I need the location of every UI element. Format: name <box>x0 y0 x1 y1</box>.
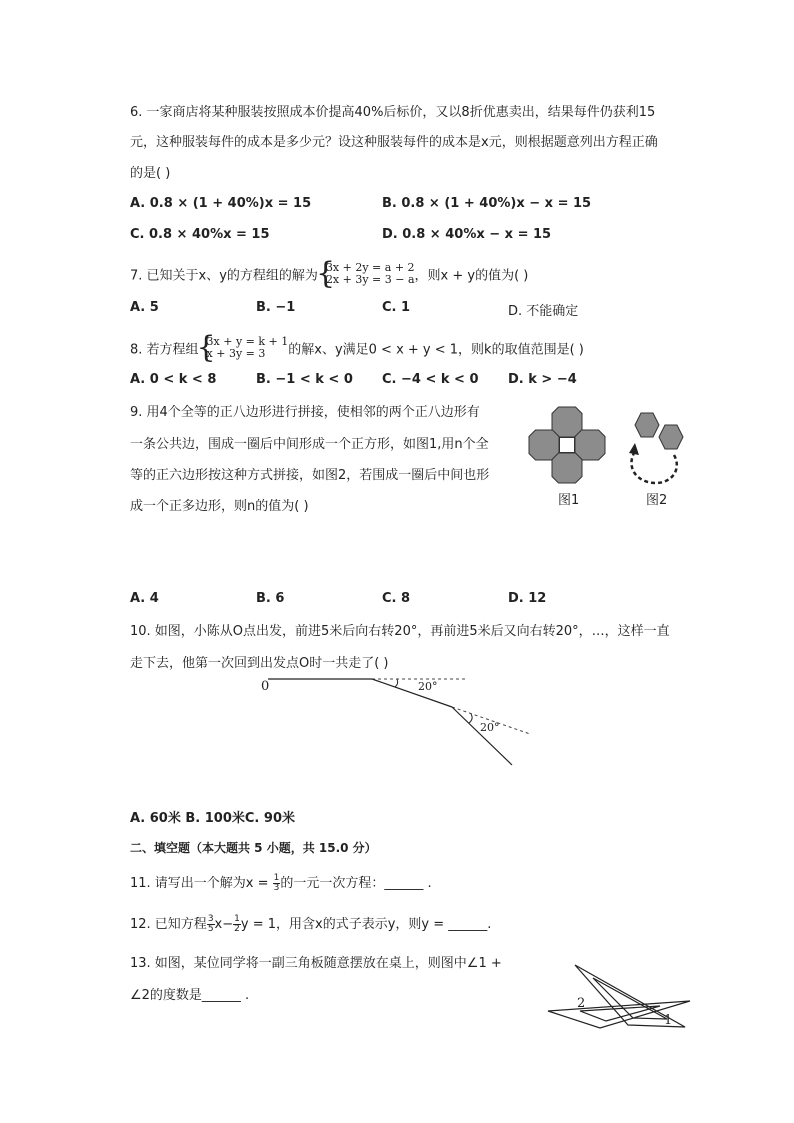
brace-icon: { <box>315 256 336 291</box>
q7-system <box>315 256 415 291</box>
segment-2 <box>372 679 452 707</box>
q12-fraction-2: $\frac{1}{2}$ <box>234 914 240 934</box>
q12-mid: x− <box>214 917 234 932</box>
q13-line2: ∠2的度数是______ . <box>130 988 250 1003</box>
hexagon-right <box>659 425 683 449</box>
q8-option-b: B. −1 < k < 0 <box>256 372 353 387</box>
q9-option-d: D. 12 <box>508 591 547 606</box>
octagon-figure <box>526 404 608 486</box>
q8-option-d: D. k > −4 <box>508 372 577 387</box>
q10-options: A. 60米 B. 100米C. 90米 <box>130 811 295 826</box>
q10-line2: 走下去，他第一次回到出发点O时一共走了( ) <box>130 656 389 671</box>
q9-option-a: A. 4 <box>130 591 159 606</box>
octagon-right <box>575 430 605 460</box>
angle-label-2: 20° <box>480 721 500 734</box>
hexagon-figure <box>622 409 694 489</box>
q12-suffix: y = 1，用含x的式子表示y，则y = ______. <box>240 917 492 932</box>
q9-option-c: C. 8 <box>382 591 411 606</box>
q8-eq1: 3x + y = k + 1 <box>206 335 289 348</box>
q6-line2: 元，这种服装每件的成本是多少元？设这种服装每件的成本是x元，则根据题意列出方程正确 <box>130 135 658 150</box>
fig1-label: 图1 <box>558 493 580 508</box>
point-o-label: 0 <box>261 679 270 694</box>
angle-arc-2 <box>469 714 472 723</box>
q8-system <box>196 330 289 365</box>
q9-line4: 成一个正多边形，则n的值为( ) <box>130 499 309 514</box>
curved-arrow-icon <box>631 453 676 483</box>
q6-line3: 的是( ) <box>130 166 171 181</box>
q12-fraction-1: $\frac{3}{5}$ <box>207 914 214 934</box>
q7-eq2: 2x + 3y = 3 − a <box>325 273 415 286</box>
q11-suffix: 的一元一次方程：______ . <box>280 876 432 891</box>
segment-3 <box>452 707 512 765</box>
angle-2-label: 2 <box>577 996 586 1011</box>
q12-prefix: 12. 已知方程 <box>130 917 207 932</box>
q7-eq1: 3x + 2y = a + 2 <box>325 261 415 274</box>
q7-suffix: ，则x + y的值为( ) <box>414 268 529 284</box>
q9-line3: 等的正六边形按这种方式拼接，如图2，若围成一圈后中间也形 <box>130 468 490 483</box>
q6-option-a: A. 0.8 × (1 + 40%)x = 15 <box>130 196 312 211</box>
q10-line1: 10. 如图，小陈从O点出发，前进5米后向右转20°，再前进5米后又向右转20°，…，这样一直 <box>130 624 670 639</box>
fig2-label: 图2 <box>646 493 668 508</box>
q6-line1: 6. 一家商店将某种服装按照成本价提高40%后标价，又以8折优惠卖出，结果每件仍获利15 <box>130 105 656 120</box>
q7-option-b: B. −1 <box>256 300 296 315</box>
path-diagram <box>255 670 545 775</box>
q8-option-a: A. 0 < k < 8 <box>130 372 217 387</box>
q6-option-d: D. 0.8 × 40%x − x = 15 <box>382 227 552 242</box>
q11-stem <box>130 874 432 894</box>
q11-fraction: $\frac{1}{3}$ <box>273 873 280 893</box>
octagon-top <box>552 407 582 437</box>
q6-option-c: C. 0.8 × 40%x = 15 <box>130 227 270 242</box>
q8-suffix: 的解x、y满足0 < x + y < 1，则k的取值范围是( ) <box>288 342 584 358</box>
q7-option-c: C. 1 <box>382 300 411 315</box>
q6-option-b: B. 0.8 × (1 + 40%)x − x = 15 <box>382 196 592 211</box>
q9-line1: 9. 用4个全等的正八边形进行拼接，使相邻的两个正八边形有 <box>130 405 480 420</box>
q7-prefix: 7. 已知关于x、y的方程组的解为 <box>130 268 318 284</box>
q7-stem <box>130 256 529 291</box>
q13-line1: 13. 如图，某位同学将一副三角板随意摆放在桌上，则图中∠1 + <box>130 956 502 971</box>
q8-stem <box>130 330 584 365</box>
brace-icon: { <box>196 330 216 365</box>
angle-label-1: 20° <box>418 680 438 693</box>
q7-option-a: A. 5 <box>130 300 159 315</box>
q9-option-b: B. 6 <box>256 591 285 606</box>
octagon-left <box>529 430 559 460</box>
q8-eq2: x + 3y = 3 <box>206 347 266 360</box>
q8-prefix: 8. 若方程组 <box>130 342 199 358</box>
q12-stem <box>130 915 491 935</box>
q11-prefix: 11. 请写出一个解为x = <box>130 876 273 891</box>
hexagon-left <box>635 413 659 437</box>
arrowhead-icon <box>629 443 639 455</box>
q8-option-c: C. −4 < k < 0 <box>382 372 479 387</box>
center-square <box>560 438 575 453</box>
q7-option-d: D. 不能确定 <box>508 304 579 319</box>
octagon-bottom <box>552 453 582 483</box>
angle-arc-1 <box>395 679 398 687</box>
q9-line2: 一条公共边，围成一圈后中间形成一个正方形，如图1,用n个全 <box>130 437 489 452</box>
angle-1-label: 1 <box>664 1013 673 1028</box>
section-title: 二、填空题（本大题共 5 小题，共 15.0 分） <box>130 841 377 855</box>
